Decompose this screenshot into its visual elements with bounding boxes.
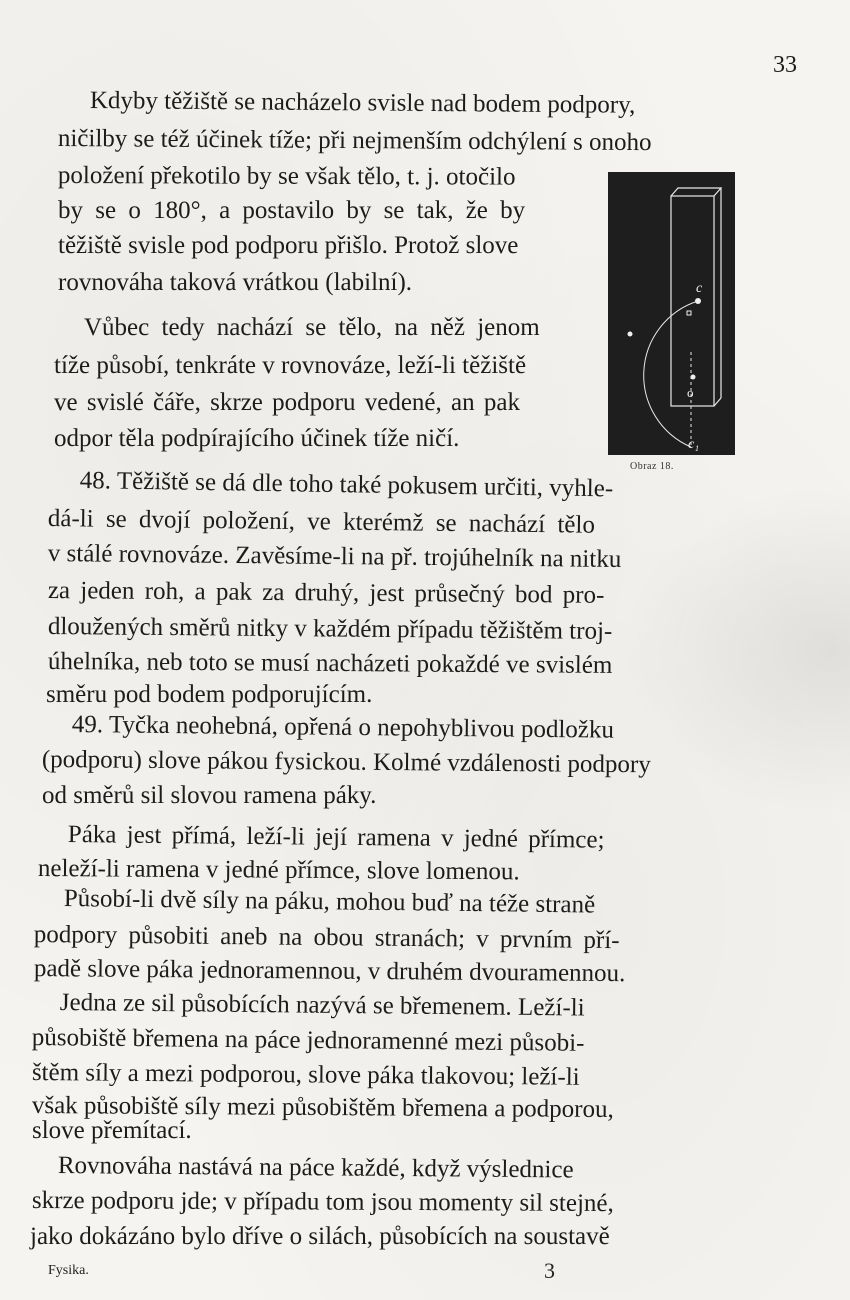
toppling-block-illustration <box>608 172 735 455</box>
text-line: jako dokázáno bylo dříve o silách, působících na soustavě <box>30 1223 610 1250</box>
text-line: (podporu) slove pákou fysickou. Kolmé vzdálenosti podpory <box>41 746 651 779</box>
text-line: úhelníka, neb toto se musí nacházeti pokaždé ve svislém <box>47 648 613 679</box>
text-line: působiště břemena na páce jednoramenné mezi působi- <box>31 1024 585 1057</box>
label-c: c <box>696 281 703 296</box>
label-o: o <box>687 385 694 400</box>
text-line: dloužených směrů nitky v každém případu těžištěm troj- <box>47 613 613 645</box>
text-line: Jedna ze sil působících nazývá se břemenem. Leží-li <box>59 989 585 1022</box>
text-line: od směrů sil slovou ramena páky. <box>42 782 377 809</box>
footer-book-title: Fysika. <box>48 1263 89 1278</box>
text-line: 48. Těžiště se dá dle toho také pokusem určiti, vyhle- <box>79 467 614 503</box>
text-line: štěm síly a mezi podporou, slove páka tlakovou; leží-li <box>31 1059 580 1091</box>
text-line: Rovnováha nastává na páce každé, když výslednice <box>57 1152 574 1184</box>
text-line: dá-li se dvojí položení, ve kterémž se nachází tělo <box>47 505 596 539</box>
text-line: slove přemítací. <box>32 1117 192 1144</box>
text-line: ničilby se též účinek tíže; při nejmenším odchýlení s onoho <box>57 125 652 157</box>
label-c1: c₁ <box>688 437 700 452</box>
text-line: za jeden roh, a pak za druhý, jest průsečný bod pro- <box>47 577 605 609</box>
figure-caption: Obraz 18. <box>630 461 674 472</box>
text-line: podpory působiti aneb na obou stranách; v prvním pří- <box>33 921 620 955</box>
text-line: Vůbec tedy nachází se tělo, na něž jenom <box>84 314 540 341</box>
text-line: odpor těla podpírajícího účinek tíže ničí. <box>54 425 460 452</box>
text-line: Páka jest přímá, leží-li její ramena v jedné přímce; <box>67 821 605 854</box>
text-line: rovnováha taková vrátkou (labilní). <box>58 269 413 296</box>
text-line: však působiště síly mezi působištěm břemena a podporou, <box>31 1092 614 1124</box>
text-line: by se o 180°, a postavilo by se tak, že by <box>58 197 526 224</box>
figure-18-diagram <box>608 172 735 455</box>
text-line: těžiště svisle pod podporu přišlo. Protož slove <box>58 232 519 259</box>
text-line: skrze podporu jde; v případu tom jsou momenty sil stejné, <box>31 1187 614 1218</box>
text-line: neleží-li ramena v jedné přímce, slove lomenou. <box>37 855 520 886</box>
text-line: v stálé rovnováze. Zavěsíme-li na př. trojúhelník na nitku <box>47 540 622 574</box>
signature-mark: 3 <box>544 1258 555 1283</box>
page-number: 33 <box>773 52 797 78</box>
text-line: směru pod bodem podporujícím. <box>46 681 373 708</box>
text-line: tíže působí, tenkráte v rovnováze, leží-li těžiště <box>54 352 527 379</box>
text-line: položení překotilo by se však tělo, t. j. otočilo <box>57 162 516 191</box>
text-line: Působí-li dvě síly na páku, mohou buď na téže straně <box>63 885 596 919</box>
text-line: Kdyby těžiště se nacházelo svisle nad bodem podpory, <box>89 87 636 119</box>
text-line: 49. Tyčka neohebná, opřená o nepohyblivou podložku <box>71 711 615 744</box>
text-line: ve svislé čáře, skrze podporu vedené, an pak <box>54 389 520 416</box>
text-line: padě slove páka jednoramennou, v druhém dvouramennou. <box>33 955 626 988</box>
